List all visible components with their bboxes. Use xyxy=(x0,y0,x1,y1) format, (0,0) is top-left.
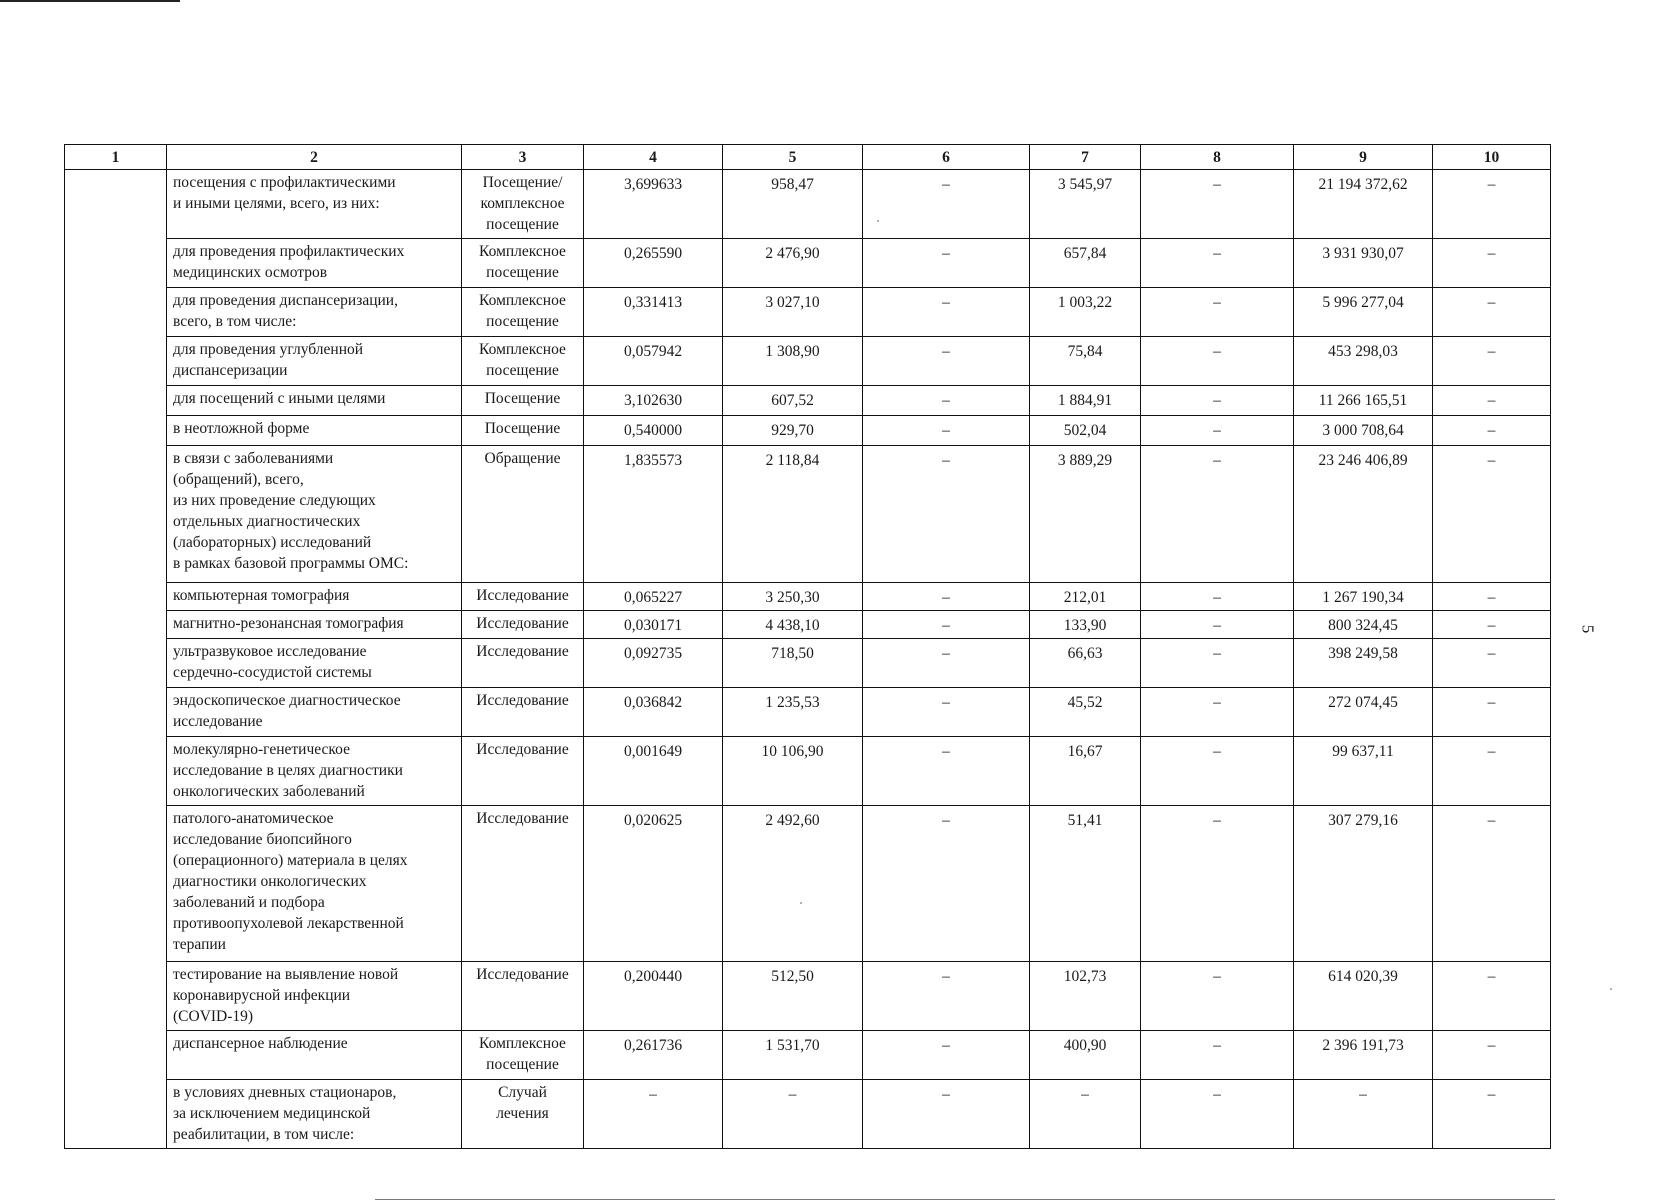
value-cell-c8: – xyxy=(1141,583,1294,611)
value-cell-c9: 11 266 165,51 xyxy=(1294,386,1433,416)
value-cell-c10: – xyxy=(1433,688,1551,737)
indicator-name-line: отдельных диагностических xyxy=(173,513,361,530)
tariff-table xyxy=(64,144,1551,1149)
value-cell-c7: – xyxy=(1030,1080,1141,1149)
value-cell-c4: 1,835573 xyxy=(584,446,723,583)
value-cell-c8: – xyxy=(1141,688,1294,737)
value-cell-c5: 1 235,53 xyxy=(723,688,863,737)
table-row xyxy=(65,239,1551,288)
value-cell-c5: 10 106,90 xyxy=(723,737,863,806)
value-cell-c6: – xyxy=(863,239,1030,288)
value-cell-c5: 3 027,10 xyxy=(723,288,863,337)
unit-cell xyxy=(462,386,584,416)
column-header: 8 xyxy=(1141,145,1294,170)
value-cell-c6: – xyxy=(863,1080,1030,1149)
value-cell-c4: 0,036842 xyxy=(584,688,723,737)
unit-line: посещение xyxy=(486,1056,559,1073)
value-cell-c8: – xyxy=(1141,1080,1294,1149)
unit-cell xyxy=(462,446,584,583)
unit-line: лечения xyxy=(496,1105,549,1122)
unit-cell xyxy=(462,806,584,962)
unit-line: посещение xyxy=(486,216,559,233)
indicator-name-cell xyxy=(167,737,462,806)
indicator-name-cell xyxy=(167,386,462,416)
value-cell-c8: – xyxy=(1141,416,1294,446)
column-header: 5 xyxy=(723,145,863,170)
unit-cell xyxy=(462,611,584,639)
table-row xyxy=(65,737,1551,806)
indicator-name-line: исследование xyxy=(173,713,263,730)
value-cell-c6: – xyxy=(863,639,1030,688)
indicator-name-line: диспансерное наблюдение xyxy=(173,1035,348,1052)
table-body xyxy=(65,170,1551,1149)
indicator-name-line: всего, в том числе: xyxy=(173,313,297,330)
value-cell-c8: – xyxy=(1141,737,1294,806)
unit-line: Комплексное xyxy=(479,341,566,358)
unit-line: Исследование xyxy=(476,966,569,983)
table-row xyxy=(65,170,1551,239)
value-cell-c9: 21 194 372,62 xyxy=(1294,170,1433,239)
value-cell-c6: – xyxy=(863,288,1030,337)
scan-edge-mark xyxy=(0,0,180,2)
value-cell-c10: – xyxy=(1433,1080,1551,1149)
value-cell-c9: 2 396 191,73 xyxy=(1294,1031,1433,1080)
value-cell-c4: 0,092735 xyxy=(584,639,723,688)
unit-cell xyxy=(462,962,584,1031)
indicator-name-line: диагностики онкологических xyxy=(173,873,367,890)
value-cell-c6: – xyxy=(863,170,1030,239)
value-cell-c5: 512,50 xyxy=(723,962,863,1031)
value-cell-c9: 3 931 930,07 xyxy=(1294,239,1433,288)
value-cell-c10: – xyxy=(1433,239,1551,288)
column-header: 6 xyxy=(863,145,1030,170)
value-cell-c4: 0,261736 xyxy=(584,1031,723,1080)
table-row xyxy=(65,337,1551,386)
indicator-name-line: коронавирусной инфекции xyxy=(173,987,351,1004)
value-cell-c10: – xyxy=(1433,288,1551,337)
unit-cell xyxy=(462,337,584,386)
unit-cell xyxy=(462,170,584,239)
unit-cell xyxy=(462,737,584,806)
indicator-name-line: ультразвуковое исследование xyxy=(173,643,367,660)
unit-line: посещение xyxy=(486,264,559,281)
value-cell-c8: – xyxy=(1141,337,1294,386)
value-cell-c7: 51,41 xyxy=(1030,806,1141,962)
value-cell-c6: – xyxy=(863,962,1030,1031)
unit-line: Посещение/ xyxy=(482,174,563,191)
indicator-name-cell xyxy=(167,1031,462,1080)
value-cell-c8: – xyxy=(1141,611,1294,639)
unit-line: Исследование xyxy=(476,643,569,660)
value-cell-c7: 400,90 xyxy=(1030,1031,1141,1080)
value-cell-c6: – xyxy=(863,806,1030,962)
unit-line: Исследование xyxy=(476,615,569,632)
unit-line: Комплексное xyxy=(479,243,566,260)
value-cell-c7: 3 889,29 xyxy=(1030,446,1141,583)
value-cell-c6: – xyxy=(863,446,1030,583)
column-header: 4 xyxy=(584,145,723,170)
value-cell-c8: – xyxy=(1141,962,1294,1031)
value-cell-c4: 0,020625 xyxy=(584,806,723,962)
indicator-name-line: диспансеризации xyxy=(173,362,288,379)
value-cell-c4: 3,699633 xyxy=(584,170,723,239)
column-header: 9 xyxy=(1294,145,1433,170)
section-number-cell xyxy=(65,170,167,1149)
indicator-name-line: в рамках базовой программы ОМС: xyxy=(173,555,409,572)
value-cell-c6: – xyxy=(863,688,1030,737)
unit-cell xyxy=(462,688,584,737)
indicator-name-cell xyxy=(167,337,462,386)
indicator-name-line: для посещений с иными целями xyxy=(173,390,386,407)
value-cell-c5: 1 531,70 xyxy=(723,1031,863,1080)
indicator-name-cell xyxy=(167,688,462,737)
value-cell-c5: 2 476,90 xyxy=(723,239,863,288)
indicator-name-line: (операционного) материала в целях xyxy=(173,852,408,869)
value-cell-c6: – xyxy=(863,611,1030,639)
value-cell-c10: – xyxy=(1433,1031,1551,1080)
value-cell-c10: – xyxy=(1433,170,1551,239)
value-cell-c6: – xyxy=(863,337,1030,386)
value-cell-c10: – xyxy=(1433,737,1551,806)
unit-line: Случай xyxy=(498,1084,547,1101)
value-cell-c8: – xyxy=(1141,639,1294,688)
value-cell-c4: 0,065227 xyxy=(584,583,723,611)
value-cell-c7: 502,04 xyxy=(1030,416,1141,446)
value-cell-c10: – xyxy=(1433,446,1551,583)
value-cell-c10: – xyxy=(1433,806,1551,962)
indicator-name-line: заболеваний и подбора xyxy=(173,894,325,911)
indicator-name-line: медицинских осмотров xyxy=(173,264,328,281)
value-cell-c7: 3 545,97 xyxy=(1030,170,1141,239)
unit-cell xyxy=(462,239,584,288)
indicator-name-line: эндоскопическое диагностическое xyxy=(173,692,401,709)
value-cell-c4: 0,540000 xyxy=(584,416,723,446)
indicator-name-cell xyxy=(167,416,462,446)
value-cell-c5: – xyxy=(723,1080,863,1149)
unit-cell xyxy=(462,1031,584,1080)
value-cell-c6: – xyxy=(863,386,1030,416)
value-cell-c9: 307 279,16 xyxy=(1294,806,1433,962)
table-row xyxy=(65,962,1551,1031)
indicator-name-cell xyxy=(167,239,462,288)
value-cell-c10: – xyxy=(1433,611,1551,639)
indicator-name-cell xyxy=(167,446,462,583)
column-header: 7 xyxy=(1030,145,1141,170)
indicator-name-line: магнитно-резонансная томография xyxy=(173,615,404,632)
value-cell-c5: 3 250,30 xyxy=(723,583,863,611)
unit-line: Исследование xyxy=(476,741,569,758)
unit-line: посещение xyxy=(486,362,559,379)
value-cell-c10: – xyxy=(1433,639,1551,688)
indicator-name-cell xyxy=(167,288,462,337)
scan-speck xyxy=(1610,988,1612,990)
value-cell-c4: 0,265590 xyxy=(584,239,723,288)
value-cell-c8: – xyxy=(1141,446,1294,583)
value-cell-c7: 102,73 xyxy=(1030,962,1141,1031)
value-cell-c10: – xyxy=(1433,962,1551,1031)
indicator-name-line: для проведения диспансеризации, xyxy=(173,292,398,309)
indicator-name-line: в связи с заболеваниями xyxy=(173,450,334,467)
table-row xyxy=(65,386,1551,416)
table-row xyxy=(65,806,1551,962)
unit-line: Посещение xyxy=(484,390,561,407)
indicator-name-line: (COVID-19) xyxy=(173,1008,254,1025)
value-cell-c9: 453 298,03 xyxy=(1294,337,1433,386)
table-row xyxy=(65,611,1551,639)
indicator-name-line: терапии xyxy=(173,936,226,953)
table-row xyxy=(65,639,1551,688)
value-cell-c9: 5 996 277,04 xyxy=(1294,288,1433,337)
value-cell-c9: – xyxy=(1294,1080,1433,1149)
value-cell-c5: 929,70 xyxy=(723,416,863,446)
value-cell-c4: 3,102630 xyxy=(584,386,723,416)
value-cell-c4: – xyxy=(584,1080,723,1149)
indicator-name-line: для проведения профилактических xyxy=(173,243,405,260)
column-header: 10 xyxy=(1433,145,1551,170)
indicator-name-line: (лабораторных) исследований xyxy=(173,534,372,551)
value-cell-c8: – xyxy=(1141,170,1294,239)
unit-cell xyxy=(462,1080,584,1149)
indicator-name-cell xyxy=(167,962,462,1031)
value-cell-c8: – xyxy=(1141,386,1294,416)
value-cell-c10: – xyxy=(1433,386,1551,416)
value-cell-c7: 66,63 xyxy=(1030,639,1141,688)
value-cell-c9: 800 324,45 xyxy=(1294,611,1433,639)
indicator-name-line: и иными целями, всего, из них: xyxy=(173,195,380,212)
value-cell-c7: 212,01 xyxy=(1030,583,1141,611)
indicator-name-line: в условиях дневных стационаров, xyxy=(173,1084,397,1101)
unit-line: посещение xyxy=(486,313,559,330)
indicator-name-line: реабилитации, в том числе: xyxy=(173,1126,355,1143)
value-cell-c4: 0,001649 xyxy=(584,737,723,806)
value-cell-c9: 23 246 406,89 xyxy=(1294,446,1433,583)
indicator-name-cell xyxy=(167,170,462,239)
value-cell-c4: 0,030171 xyxy=(584,611,723,639)
unit-cell xyxy=(462,583,584,611)
indicator-name-line: (обращений), всего, xyxy=(173,471,304,488)
indicator-name-line: исследование биопсийного xyxy=(173,831,352,848)
table-row xyxy=(65,1080,1551,1149)
indicator-name-cell xyxy=(167,583,462,611)
table-row xyxy=(65,446,1551,583)
indicator-name-line: патолого-анатомическое xyxy=(173,810,334,827)
value-cell-c4: 0,331413 xyxy=(584,288,723,337)
value-cell-c7: 1 003,22 xyxy=(1030,288,1141,337)
indicator-name-cell xyxy=(167,611,462,639)
value-cell-c7: 133,90 xyxy=(1030,611,1141,639)
indicator-name-line: онкологических заболеваний xyxy=(173,783,365,800)
indicator-name-cell xyxy=(167,806,462,962)
unit-line: Исследование xyxy=(476,692,569,709)
value-cell-c6: – xyxy=(863,737,1030,806)
indicator-name-line: из них проведение следующих xyxy=(173,492,376,509)
scan-speck xyxy=(800,902,802,904)
value-cell-c9: 272 074,45 xyxy=(1294,688,1433,737)
value-cell-c5: 1 308,90 xyxy=(723,337,863,386)
unit-cell xyxy=(462,639,584,688)
value-cell-c5: 2 492,60 xyxy=(723,806,863,962)
scan-speck xyxy=(877,220,879,222)
value-cell-c7: 657,84 xyxy=(1030,239,1141,288)
value-cell-c5: 2 118,84 xyxy=(723,446,863,583)
value-cell-c8: – xyxy=(1141,1031,1294,1080)
value-cell-c7: 45,52 xyxy=(1030,688,1141,737)
unit-line: Посещение xyxy=(484,420,561,437)
table-row xyxy=(65,688,1551,737)
indicator-name-line: исследование в целях диагностики xyxy=(173,762,403,779)
value-cell-c6: – xyxy=(863,583,1030,611)
value-cell-c5: 718,50 xyxy=(723,639,863,688)
unit-line: Исследование xyxy=(476,587,569,604)
indicator-name-line: посещения с профилактическими xyxy=(173,174,396,191)
value-cell-c10: – xyxy=(1433,583,1551,611)
value-cell-c5: 958,47 xyxy=(723,170,863,239)
value-cell-c7: 16,67 xyxy=(1030,737,1141,806)
value-cell-c6: – xyxy=(863,1031,1030,1080)
value-cell-c9: 614 020,39 xyxy=(1294,962,1433,1031)
indicator-name-cell xyxy=(167,639,462,688)
value-cell-c4: 0,057942 xyxy=(584,337,723,386)
table-row xyxy=(65,1031,1551,1080)
value-cell-c7: 1 884,91 xyxy=(1030,386,1141,416)
table-row xyxy=(65,288,1551,337)
value-cell-c9: 398 249,58 xyxy=(1294,639,1433,688)
column-header: 3 xyxy=(462,145,584,170)
unit-cell xyxy=(462,416,584,446)
indicator-name-line: для проведения углубленной xyxy=(173,341,364,358)
column-header: 1 xyxy=(65,145,167,170)
indicator-name-line: молекулярно-генетическое xyxy=(173,741,350,758)
value-cell-c5: 4 438,10 xyxy=(723,611,863,639)
table-row xyxy=(65,583,1551,611)
header-row xyxy=(65,145,1551,170)
unit-cell xyxy=(462,288,584,337)
value-cell-c7: 75,84 xyxy=(1030,337,1141,386)
value-cell-c4: 0,200440 xyxy=(584,962,723,1031)
unit-line: комплексное xyxy=(480,195,565,212)
value-cell-c10: – xyxy=(1433,337,1551,386)
value-cell-c8: – xyxy=(1141,806,1294,962)
unit-line: Комплексное xyxy=(479,1035,566,1052)
value-cell-c5: 607,52 xyxy=(723,386,863,416)
table-row xyxy=(65,416,1551,446)
indicator-name-line: за исключением медицинской xyxy=(173,1105,371,1122)
value-cell-c8: – xyxy=(1141,288,1294,337)
value-cell-c9: 1 267 190,34 xyxy=(1294,583,1433,611)
indicator-name-line: в неотложной форме xyxy=(173,420,310,437)
indicator-name-line: компьютерная томография xyxy=(173,587,350,604)
indicator-name-line: тестирование на выявление новой xyxy=(173,966,399,983)
value-cell-c9: 3 000 708,64 xyxy=(1294,416,1433,446)
value-cell-c8: – xyxy=(1141,239,1294,288)
indicator-name-line: сердечно-сосудистой системы xyxy=(173,664,372,681)
indicator-name-line: противоопухолевой лекарственной xyxy=(173,915,404,932)
unit-line: Комплексное xyxy=(479,292,566,309)
page-number: 5 xyxy=(1578,624,1598,634)
value-cell-c9: 99 637,11 xyxy=(1294,737,1433,806)
unit-line: Обращение xyxy=(484,450,561,467)
column-header: 2 xyxy=(167,145,462,170)
indicator-name-cell xyxy=(167,1080,462,1149)
unit-line: Исследование xyxy=(476,810,569,827)
value-cell-c10: – xyxy=(1433,416,1551,446)
value-cell-c6: – xyxy=(863,416,1030,446)
